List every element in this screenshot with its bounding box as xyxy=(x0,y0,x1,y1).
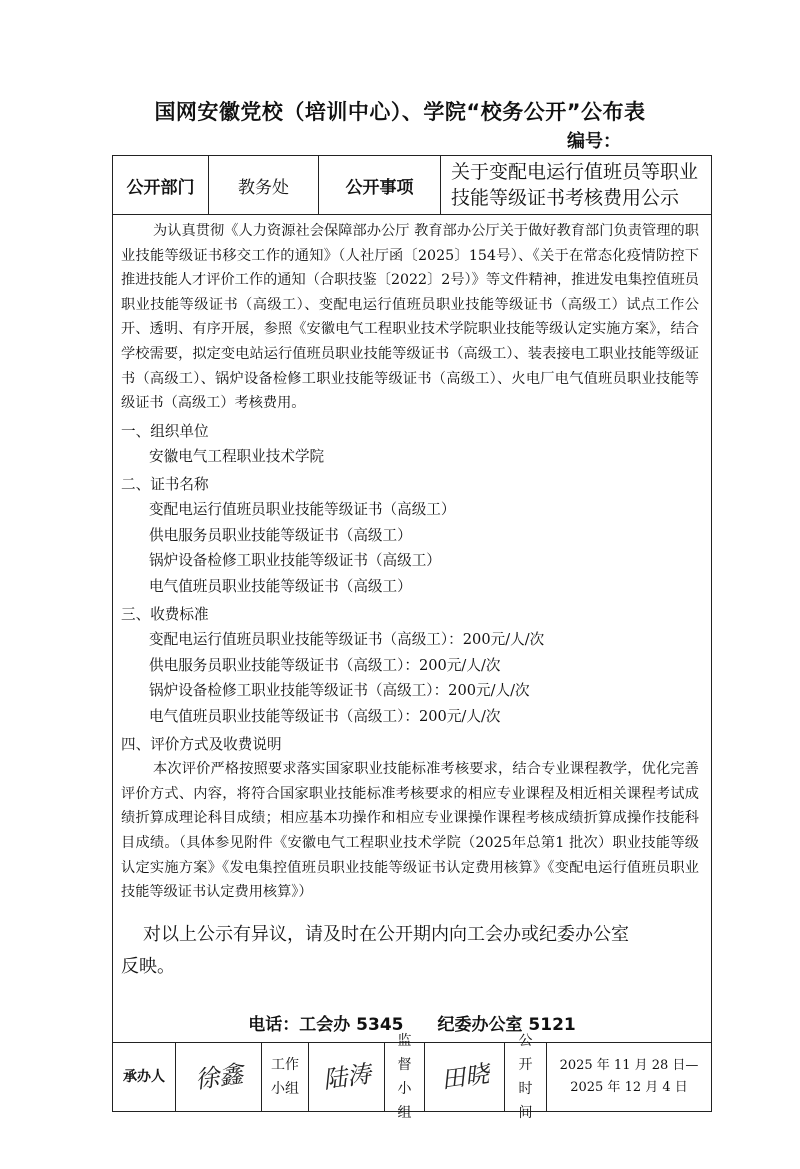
cert-item: 电气值班员职业技能等级证书（高级工） xyxy=(149,577,412,595)
section-heading-method: 四、评价方式及收费说明 xyxy=(121,736,282,754)
fee-item: 变配电运行值班员职业技能等级证书（高级工）：200元/人/次 xyxy=(149,631,545,649)
matter-value: 关于变配电运行值班员等职业技能等级证书考核费用公示 xyxy=(451,161,699,209)
contact-phone: 电话：工会办 5345 纪委办公室 5121 xyxy=(248,1015,576,1035)
intro-paragraph: 为认真贯彻《人力资源社会保障部办公厅 教育部办公厅关于做好教育部门负责管理的职业技能等级证书移交工作的通知》（人社厅函〔2025〕154号）、《关于在常态化疫情防控下推进技能人才评价工作的通知（合职技鉴〔2022〕2号）》等文件精神，推进发电集控值班员职业技能等级证书（高级工）、变配电运行值班员职业技能等级证书（高级工）试点工作公开、透明、有序开展，参照《安徽电气工程职业技术学院职业技能等级认定实施方案》，结合学校需要，拟定变电站运行值班员职业技能等级证书（高级工）、装表接电工职业技能等级证书（高级工）、锅炉设备检修工职业技能等级证书（高级工）、火电厂电气值班员职业技能等级证书（高级工）考核费用。 xyxy=(121,223,699,412)
handler-label: 承办人 xyxy=(113,1043,176,1111)
handler-signature-cell xyxy=(176,1043,262,1111)
page-title: 国网安徽党校（培训中心）、学院“校务公开”公布表 xyxy=(154,100,646,124)
cert-item: 锅炉设备检修工职业技能等级证书（高级工） xyxy=(149,552,441,570)
period-label: 公开时间 xyxy=(505,1043,547,1111)
section-heading-fees: 三、收费标准 xyxy=(121,606,209,624)
workgroup-signature-cell xyxy=(309,1043,385,1111)
announcement-body xyxy=(113,215,711,1044)
workgroup-label: 工作小组 xyxy=(262,1043,309,1111)
fee-item: 电气值班员职业技能等级证书（高级工）：200元/人/次 xyxy=(149,707,501,725)
supervisor-signature-cell xyxy=(425,1043,505,1111)
cert-item: 供电服务员职业技能等级证书（高级工） xyxy=(149,526,412,544)
section-heading-certs: 二、证书名称 xyxy=(121,476,209,494)
org-item: 安徽电气工程职业技术学院 xyxy=(149,447,325,465)
method-paragraph: 本次评价严格按照要求落实国家职业技能标准考核要求，结合专业课程教学，优化完善评价方式、内容，将符合国家职业技能标准考核要求的相应专业课程及相近相关课程考试成绩折算成理论科目成绩；相应基本功操作和相应专业课操作课程考核成绩折算成操作技能科目成绩。（具体参见附件《安徽电气工程职业技术学院（2025年总第1 批次）职业技能等级认定实施方案》《发电集控值班员职业技能等级证书认定费用核算》《变配电运行值班员职业技能等级证书认定费用核算》） xyxy=(121,761,699,901)
disclosure-table xyxy=(112,155,712,1121)
dept-value: 教务处 xyxy=(209,156,319,214)
workgroup-signature: 陆涛 xyxy=(320,1059,373,1095)
signature-row xyxy=(113,1033,711,1121)
period-value: 2025 年 11 月 28 日—2025 年 12 月 4 日 xyxy=(559,1058,699,1095)
matter-label: 公开事项 xyxy=(319,156,441,214)
dept-label: 公开部门 xyxy=(113,156,209,214)
document-number-label: 编号： xyxy=(567,131,621,152)
supervisor-signature: 田晓 xyxy=(438,1059,491,1095)
handler-signature: 徐鑫 xyxy=(192,1059,245,1095)
section-heading-org: 一、组织单位 xyxy=(121,422,209,440)
supervisor-label: 监督小组 xyxy=(385,1043,425,1111)
fee-item: 锅炉设备检修工职业技能等级证书（高级工）：200元/人/次 xyxy=(149,682,530,700)
header-row xyxy=(113,156,711,215)
objection-notice-end: 反映。 xyxy=(121,955,175,977)
objection-notice: 对以上公示有异议，请及时在公开期内向工会办或纪委办公室 xyxy=(143,923,629,945)
fee-item: 供电服务员职业技能等级证书（高级工）：200元/人/次 xyxy=(149,656,501,674)
cert-item: 变配电运行值班员职业技能等级证书（高级工） xyxy=(149,501,456,519)
